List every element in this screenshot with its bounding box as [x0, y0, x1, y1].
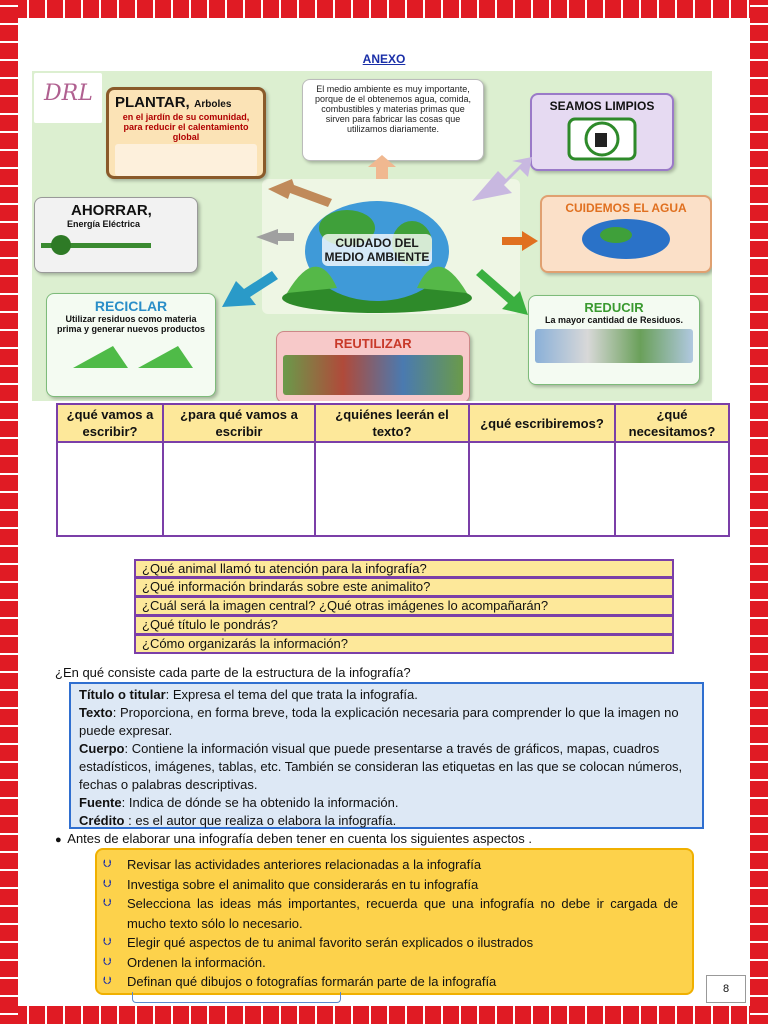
arrow-agua: [502, 231, 538, 251]
arrow-limpios: [472, 157, 532, 201]
plantar-text: en el jardín de su comunidad, para reducir el calentamiento global: [122, 112, 250, 142]
table-cell[interactable]: [57, 442, 163, 536]
structure-item: [79, 812, 694, 830]
bullet-icon: ●: [55, 834, 62, 846]
structure-question: ¿En qué consiste cada parte de la estructura de la infografía?: [55, 665, 411, 680]
aspect-text: Selecciona las ideas más importantes, recuerda que una infografía no debe ir cargada de mucho texto sólo lo necesario.: [127, 896, 678, 931]
header-que-escribir: ¿qué vamos a escribir?: [57, 404, 163, 442]
arrows-illustration: [32, 71, 712, 401]
structure-desc: : es el autor que realiza o elabora la infografía.: [124, 813, 397, 828]
aspects-intro-text: Antes de elaborar una infografía deben tener en cuenta los siguientes aspectos .: [67, 831, 532, 846]
table-cell[interactable]: [615, 442, 729, 536]
header-para-que: ¿para qué vamos a escribir: [163, 404, 315, 442]
question-list: [134, 559, 674, 654]
anexo-heading: ANEXO: [362, 52, 406, 66]
logo-text: DRL: [44, 81, 93, 106]
structure-term: Crédito: [79, 813, 125, 828]
structure-term: Fuente: [79, 795, 122, 810]
aspect-text: Revisar las actividades anteriores relacionadas a la infografía: [127, 857, 482, 872]
arrow-bullet-icon: ⮋: [103, 877, 112, 890]
structure-term: Texto: [79, 705, 113, 720]
arrow-intro: [368, 155, 396, 179]
plantar-sub: Arboles: [194, 99, 232, 110]
table-cell[interactable]: [163, 442, 315, 536]
aspect-text: Definan qué dibujos o fotografías formarán parte de la infografía: [127, 974, 497, 989]
question-item: ¿Qué título le pondrás?: [134, 616, 674, 635]
table-cell[interactable]: [315, 442, 469, 536]
aspect-item: [103, 894, 678, 933]
table-cell[interactable]: [469, 442, 615, 536]
arrow-plantar: [268, 179, 332, 207]
structure-item: [79, 794, 694, 812]
header-que-escribiremos: ¿qué escribiremos?: [469, 404, 615, 442]
decorative-border-left: [0, 0, 18, 1024]
structure-desc: : Expresa el tema del que trata la infografía.: [165, 687, 418, 702]
header-quienes-leeran: ¿quiénes leerán el texto?: [315, 404, 469, 442]
ahorrar-text: Energía Eléctrica: [67, 219, 141, 229]
structure-desc: : Contiene la información visual que puede presentarse a través de gráficos, mapas, cuadros estadísticos, imágenes, tablas, etc. También se consideran las etiquetas en las que se colocan números, fechas o palabras descriptivas.: [79, 741, 683, 792]
ahorrar-title: AHORRAR,: [71, 202, 152, 219]
structure-desc: : Proporciona, en forma breve, toda la explicación necesaria para comprender lo que la imagen no puede expresar.: [79, 705, 679, 738]
arrow-reducir: [476, 269, 528, 315]
aspects-intro: [55, 831, 532, 848]
arrow-bullet-icon: ⮋: [103, 858, 112, 870]
structure-item: [79, 740, 694, 794]
reciclar-title: RECICLAR: [94, 298, 168, 314]
infographic-image: [32, 71, 712, 401]
reciclar-text: Utilizar residuos como materia prima y generar nuevos productos: [56, 314, 206, 334]
structure-term: Cuerpo: [79, 741, 125, 756]
decorative-border-right: [750, 0, 768, 1024]
agua-title: CUIDEMOS EL AGUA: [565, 201, 687, 215]
intro-text: El medio ambiente es muy importante, porque de el obtenemos agua, comida, combustibles y materias primas que sirven para fabricar las cosas que utilizamos diariamente.: [314, 84, 472, 134]
plantar-title: PLANTAR,: [115, 94, 190, 111]
question-item: ¿Cómo organizarás la información?: [134, 635, 674, 654]
table-row: [57, 442, 729, 536]
page-number: 8: [706, 975, 746, 1003]
limpios-title: SEAMOS LIMPIOS: [549, 99, 655, 113]
aspect-text: Elegir qué aspectos de tu animal favorito serán explicados o ilustrados: [127, 935, 534, 950]
aspects-box: [95, 848, 694, 995]
arrow-bullet-icon: ⮋: [103, 955, 112, 968]
question-item: ¿Qué animal llamó tu atención para la infografía?: [134, 559, 674, 578]
aspect-item: [103, 875, 678, 895]
decorative-tab: [132, 992, 341, 1003]
planning-table: [56, 403, 730, 537]
question-item: ¿Cuál será la imagen central? ¿Qué otras imágenes lo acompañarán?: [134, 597, 674, 616]
arrow-bullet-icon: ⮋: [103, 975, 112, 987]
aspect-item: [103, 953, 678, 973]
arrow-reciclar: [222, 271, 278, 307]
aspect-item: [103, 855, 678, 875]
reutilizar-title: REUTILIZAR: [334, 336, 412, 351]
question-item: ¿Qué información brindarás sobre este animalito?: [134, 578, 674, 597]
aspect-item: [103, 972, 678, 992]
arrow-bullet-icon: ⮋: [103, 936, 112, 948]
aspect-text: Investiga sobre el animalito que considerarás en tu infografía: [127, 876, 479, 892]
structure-box: [69, 682, 704, 829]
structure-desc: : Indica de dónde se ha obtenido la información.: [121, 795, 399, 810]
arrow-ahorrar: [256, 229, 294, 245]
structure-term: Título o titular: [79, 687, 166, 702]
decorative-border-bottom: [0, 1006, 768, 1024]
decorative-border-top: [0, 0, 768, 18]
header-que-necesitamos: ¿qué necesitamos?: [615, 404, 729, 442]
arrow-bullet-icon: ⮋: [103, 897, 112, 909]
structure-item: [79, 704, 694, 740]
center-title: CUIDADO DEL MEDIO AMBIENTE: [322, 234, 432, 266]
structure-item: [79, 686, 694, 704]
reducir-title: REDUCIR: [584, 300, 644, 315]
aspect-item: [103, 933, 678, 953]
table-header-row: [57, 404, 729, 442]
reducir-text: La mayor cantidad de Residuos.: [544, 315, 684, 325]
aspect-text: Ordenen la información.: [127, 954, 266, 970]
